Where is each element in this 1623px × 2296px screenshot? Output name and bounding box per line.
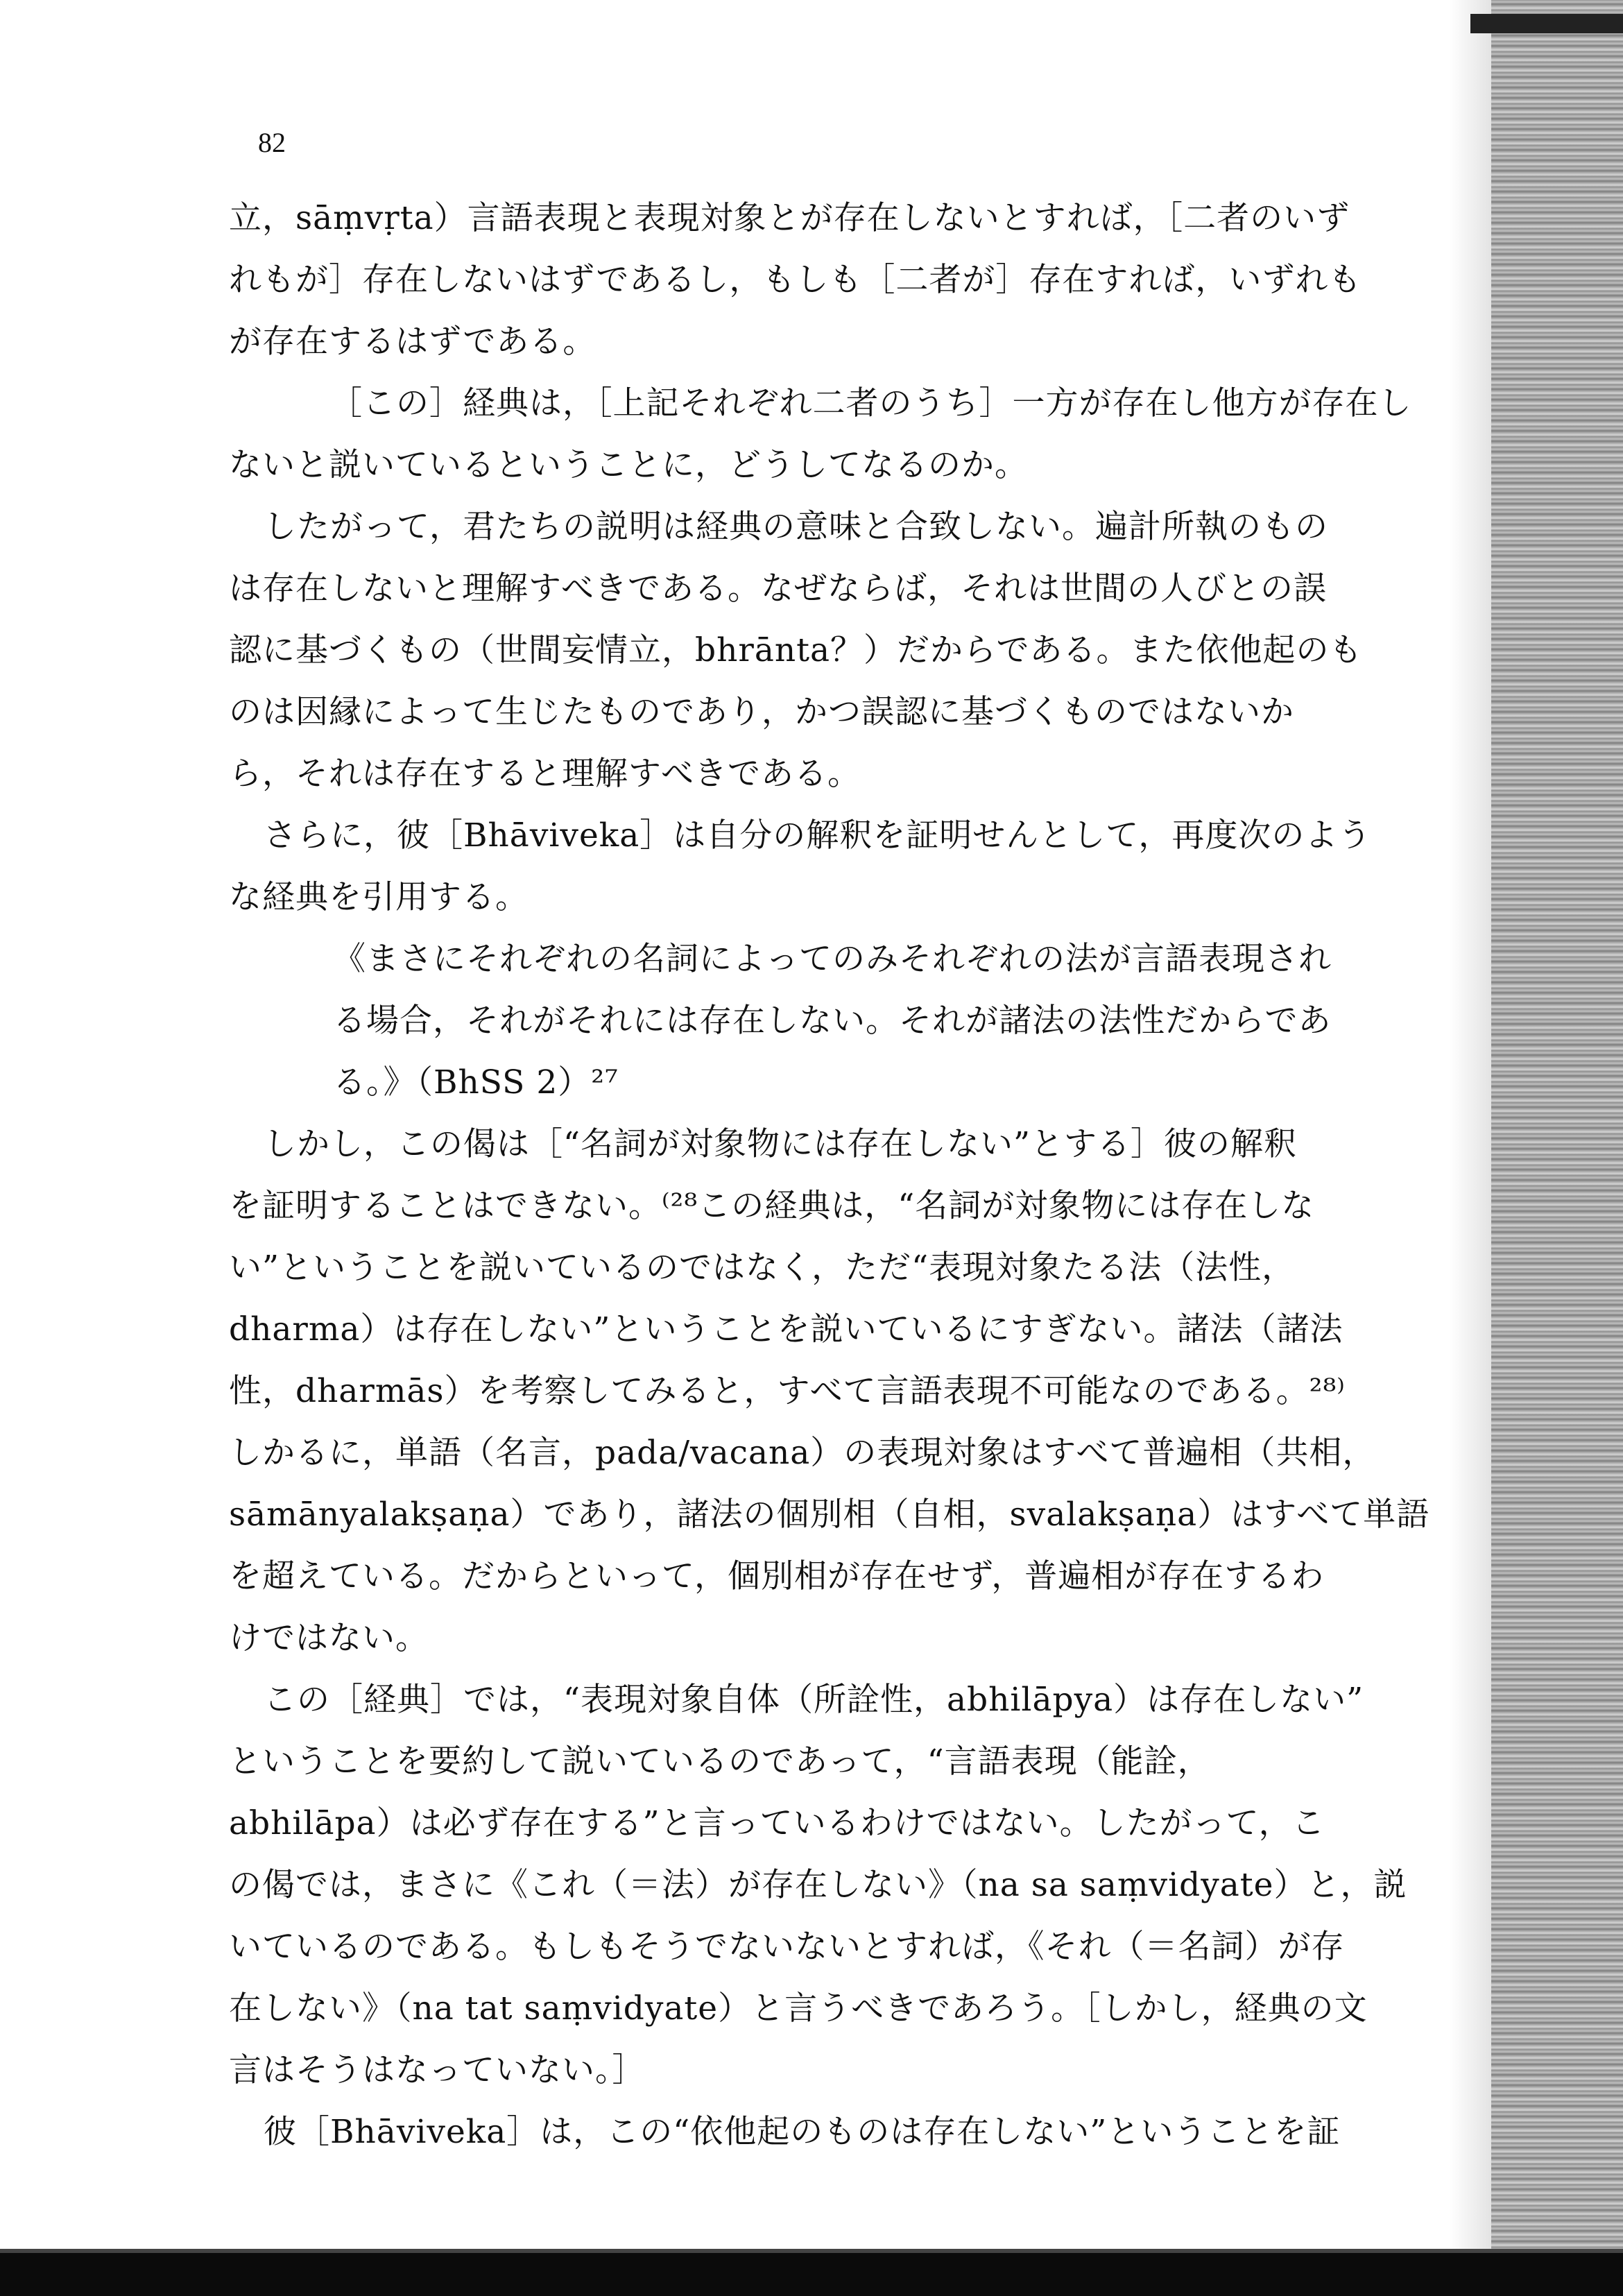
text-line: しかるに，単語（名言，pada/vacana）の表現対象はすべて普遍相（共相，: [229, 1434, 1376, 1472]
text-line: ということを要約して説いているのであって，“言語表現（能詮，: [229, 1742, 1211, 1781]
text-line: い”ということを説いているのではなく，ただ“表現対象たる法（法性，: [229, 1249, 1296, 1287]
text-line: 立，sāṃvṛta）言語表現と表現対象とが存在しないとすれば，［二者のいず: [229, 199, 1350, 237]
text-line: 性，dharmās）を考察してみると，すべて言語表現不可能なのである。²⁸⁾: [229, 1372, 1346, 1410]
text-line: さらに，彼［Bhāviveka］は自分の解釈を証明せんとして，再度次のよう: [264, 816, 1372, 855]
scan-edge-shadow: [1491, 0, 1623, 2296]
text-line: dharma）は存在しない”ということを説いているにすぎない。諸法（諸法: [229, 1310, 1343, 1348]
quote-line: る場合，それがそれには存在しない。それが諸法の法性だからであ: [333, 1002, 1332, 1040]
text-line: しかし，この偈は［“名詞が対象物には存在しない”とする］彼の解釈: [264, 1125, 1298, 1163]
text-line: のは因縁によって生じたものであり，かつ誤認に基づくものではないか: [229, 693, 1294, 731]
text-line: れもが］存在しないはずであるし，もしも［二者が］存在すれば，いずれも: [229, 261, 1362, 299]
scan-bottom-border: [0, 2253, 1623, 2296]
text-line: は存在しないと理解すべきである。なぜならば，それは世間の人びとの誤: [229, 569, 1328, 608]
text-line: を超えている。だからといって，個別相が存在せず，普遍相が存在するわ: [229, 1557, 1325, 1595]
text-line: ［この］経典は，［上記それぞれ二者のうち］一方が存在し他方が存在し: [329, 384, 1412, 422]
text-line: この［経典］では，“表現対象自体（所詮性，abhilāpya）は存在しない”: [264, 1681, 1364, 1719]
text-line: が存在するはずである。: [229, 323, 596, 361]
text-line: ら，それは存在すると理解すべきである。: [229, 755, 861, 793]
text-line: いているのである。もしもそうでないないとすれば，《それ（＝名詞）が存: [229, 1928, 1345, 1966]
scan-edge-fade: [1450, 0, 1491, 2296]
scan-top-strip: [1470, 14, 1623, 33]
text-line: したがって，君たちの説明は経典の意味と合致しない。遍計所執のもの: [264, 508, 1329, 546]
text-line: けではない。: [229, 1619, 429, 1657]
page-number: 82: [258, 127, 286, 158]
text-line: abhilāpa）は必ず存在する”と言っているわけではない。したがって，こ: [229, 1804, 1325, 1842]
quote-line: 《まさにそれぞれの名詞によってのみそれぞれの法が言語表現され: [333, 940, 1332, 978]
text-line: の偈では，まさに《これ（＝法）が存在しない》（na sa saṃvidyate）と，説: [229, 1866, 1407, 1904]
text-line: 言はそうはなっていない。］: [229, 2051, 646, 2089]
quote-line: る。》（BhSS 2）²⁷: [333, 1063, 619, 1102]
text-line: sāmānyalakṣaṇa）であり，諸法の個別相（自相，svalakṣaṇa）はすべて単語: [229, 1496, 1430, 1534]
text-line: ないと説いているということに，どうしてなるのか。: [229, 446, 1028, 484]
body-text: [229, 187, 1430, 2163]
text-line: 認に基づくもの（世間妄情立，bhrānta？）だからである。また依他起のも: [229, 631, 1363, 669]
text-line: を証明することはできない。⁽²⁸この経典は，“名詞が対象物には存在しな: [229, 1187, 1315, 1225]
text-line: 在しない》（na tat saṃvidyate）と言うべきであろう。［しかし，経典の文: [229, 1989, 1368, 2028]
text-line: な経典を引用する。: [229, 878, 529, 916]
text-line: 彼［Bhāviveka］は，この“依他起のものは存在しない”ということを証: [264, 2113, 1341, 2151]
